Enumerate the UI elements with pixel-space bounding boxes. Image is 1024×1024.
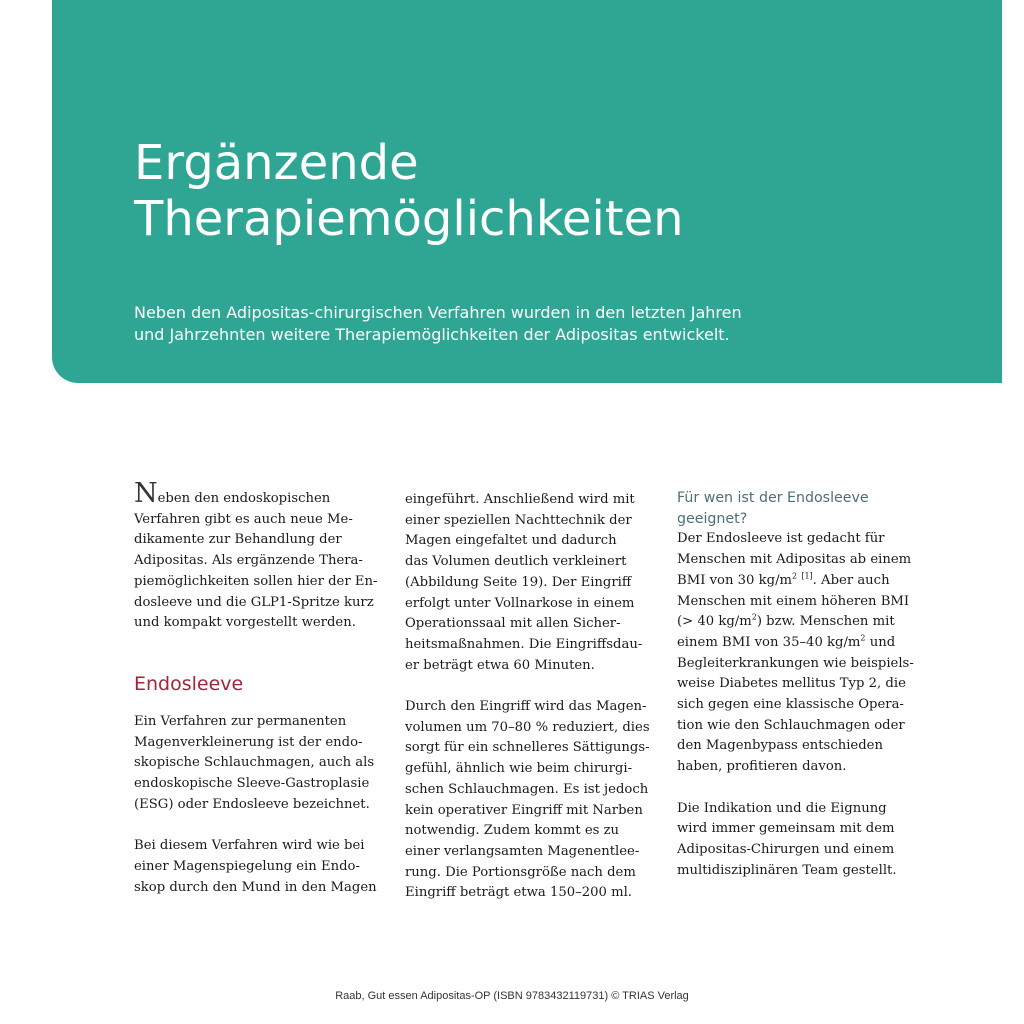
text-line: Eingriff beträgt etwa 150–200 ml.	[405, 885, 632, 901]
paragraph	[134, 836, 377, 898]
column-3	[677, 488, 927, 881]
spacer	[134, 634, 374, 672]
title-line: Ergänzende	[134, 135, 419, 191]
text-line: sich gegen eine klassische Opera-	[677, 697, 904, 713]
text-line: Menschen mit einem höheren BMI	[677, 593, 910, 609]
text-line: Durch den Eingriff wird das Magen-	[405, 699, 647, 715]
text-line: dosleeve und die GLP1-Spritze kurz	[134, 594, 374, 610]
text-fragment: und	[865, 634, 896, 650]
text-fragment: BMI von 30 kg/m	[677, 572, 793, 588]
text-line: endoskopische Sleeve-Gastroplasie	[134, 776, 370, 792]
text-line: heitsmaßnahmen. Die Eingriffsdau-	[405, 636, 643, 652]
text-line: Adipositas. Als ergänzende Thera-	[134, 553, 363, 569]
text-line: weise Diabetes mellitus Typ 2, die	[677, 676, 906, 692]
text-line: Begleiterkrankungen wie beispiels-	[677, 655, 914, 671]
text-line: (ESG) oder Endosleeve bezeichnet.	[134, 796, 370, 812]
spacer	[134, 696, 374, 712]
text-line: sorgt für ein schnelleres Sättigungs-	[405, 740, 650, 756]
title-line: Therapiemöglichkeiten	[134, 191, 684, 247]
paragraph	[677, 799, 927, 882]
subsection-heading	[677, 488, 927, 529]
section-heading: Endosleeve	[134, 672, 244, 695]
text-line: eingeführt. Anschließend wird mit	[405, 492, 635, 507]
text-line: Der Endosleeve ist gedacht für	[677, 531, 885, 547]
text-line: den Magenbypass entschieden	[677, 738, 883, 754]
text-line: dikamente zur Behandlung der	[134, 532, 342, 548]
column-1	[134, 478, 378, 898]
text-line: gefühl, ähnlich wie beim chirurgi-	[405, 761, 633, 777]
text-line: einer speziellen Nachttechnik der	[405, 512, 632, 528]
text-fragment: (> 40 kg/m	[677, 614, 752, 630]
text-line: erfolgt unter Vollnarkose in einem	[405, 595, 635, 611]
text-line: notwendig. Zudem kommt es zu	[405, 823, 620, 839]
text-line: skop durch den Mund in den Magen	[134, 879, 377, 895]
spacer	[405, 676, 655, 697]
text-line: Operationssaal mit allen Sicher-	[405, 616, 621, 632]
text-line: skopische Schlauchmagen, auch als	[134, 755, 375, 771]
superscript: 2	[860, 633, 866, 643]
text-line	[677, 571, 927, 592]
text-line: Magenverkleinerung ist der endo-	[134, 734, 363, 750]
text-line: (Abbildung Seite 19). Der Eingriff	[405, 574, 632, 590]
text-line: Ein Verfahren zur permanenten	[134, 713, 347, 729]
text-line: tion wie den Schlauchmagen oder	[677, 717, 905, 733]
text-line: das Volumen deutlich verkleinert	[405, 554, 627, 570]
spacer	[134, 815, 374, 836]
intro-text	[134, 302, 994, 346]
text-line: schen Schlauchmagen. Es ist jedoch	[405, 781, 649, 797]
citation-reference: [1]	[801, 571, 813, 581]
heading-line: Für wen ist der Endosleeve	[677, 490, 869, 506]
page-title	[134, 135, 684, 247]
spacer	[677, 778, 927, 799]
drop-cap: N	[134, 478, 158, 509]
text-line: einer Magenspiegelung ein Endo-	[134, 858, 360, 874]
text-line: Bei diesem Verfahren wird wie bei	[134, 838, 365, 854]
text-line: Menschen mit Adipositas ab einem	[677, 552, 912, 568]
paragraph	[677, 529, 927, 777]
text-line: piemöglichkeiten sollen hier der En-	[134, 573, 378, 589]
first-line	[134, 478, 374, 510]
text-line	[677, 612, 927, 633]
text-line: und kompakt vorgestellt werden.	[134, 615, 356, 631]
superscript: 2	[751, 612, 757, 622]
paragraph	[405, 697, 655, 904]
text-line: er beträgt etwa 60 Minuten.	[405, 657, 595, 673]
text-line: wird immer gemeinsam mit dem	[677, 821, 895, 837]
superscript: 2	[792, 571, 798, 581]
heading-line: geeignet?	[677, 510, 748, 527]
text-fragment: ) bzw. Menschen mit	[756, 614, 895, 630]
paragraph	[405, 490, 655, 676]
text-line: Magen eingefaltet und dadurch	[405, 533, 617, 549]
text-line: eben den endoskopischen	[157, 491, 331, 506]
page-footer: Raab, Gut essen Adipositas-OP (ISBN 9783432119731) © TRIAS Verlag	[335, 990, 689, 1002]
text-line: rung. Die Portionsgröße nach dem	[405, 864, 636, 880]
text-line	[677, 633, 927, 654]
paragraph	[134, 478, 378, 634]
text-line: kein operativer Eingriff mit Narben	[405, 802, 643, 818]
text-line: Verfahren gibt es auch neue Me-	[134, 511, 353, 527]
intro-line: Neben den Adipositas-chirurgischen Verfahren wurden in den letzten Jahren	[134, 303, 742, 322]
text-line: volumen um 70–80 % reduziert, dies	[405, 719, 650, 735]
text-line: haben, profitieren davon.	[677, 759, 847, 775]
text-line: multidisziplinären Team gestellt.	[677, 862, 897, 878]
text-fragment: . Aber auch	[812, 572, 890, 588]
text-line: Adipositas-Chirurgen und einem	[677, 841, 895, 857]
text-fragment: einem BMI von 35–40 kg/m	[677, 634, 861, 650]
text-line: einer verlangsamten Magenentlee-	[405, 843, 640, 859]
column-2	[405, 490, 655, 904]
text-line: Die Indikation und die Eignung	[677, 800, 887, 816]
intro-line: und Jahrzehnten weitere Therapiemöglichkeiten der Adipositas entwickelt.	[134, 325, 730, 344]
paragraph	[134, 712, 374, 816]
